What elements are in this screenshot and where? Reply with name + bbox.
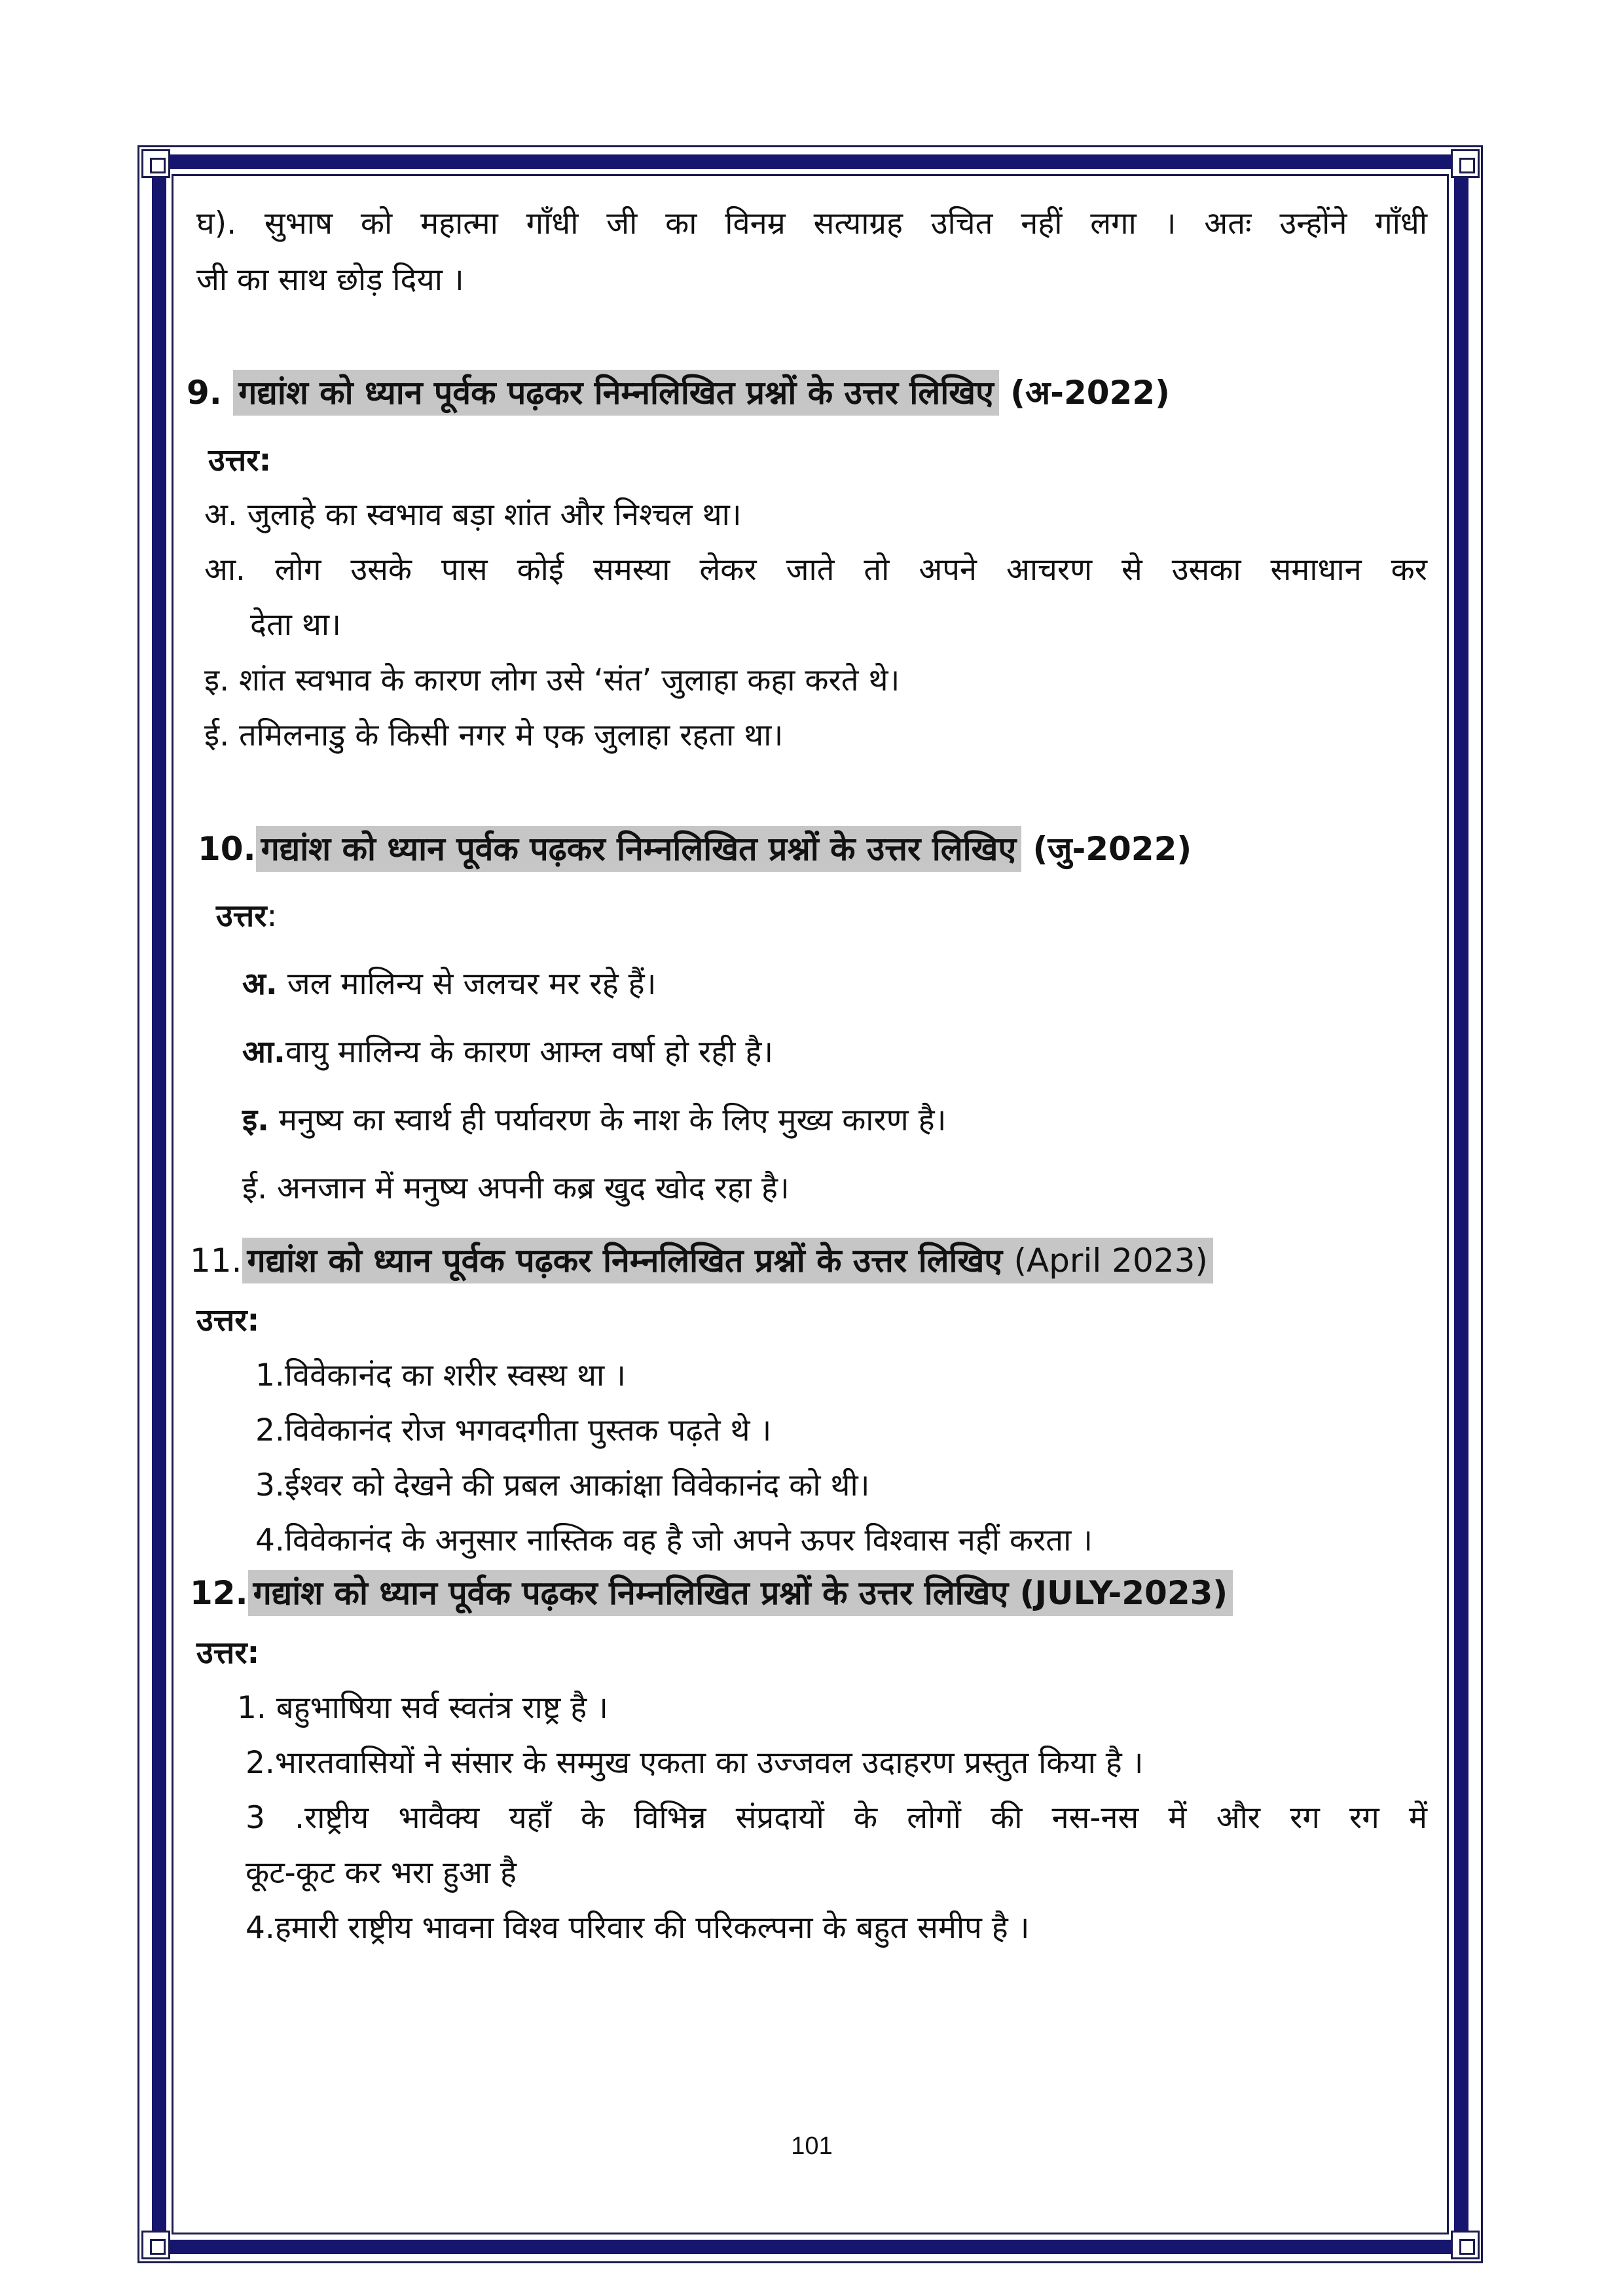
question-10-year: (जु-2022) — [1032, 830, 1192, 868]
corner-ornament-top-left — [141, 149, 170, 178]
question-12-item-1: 1. बहुभाषिया सर्व स्वतंत्र राष्ट्र है । — [237, 1690, 608, 1726]
question-12-answer-label: उत्तर: — [196, 1635, 260, 1671]
question-10-answer-i — [242, 1101, 946, 1140]
question-11-item-3: 3.ईश्वर को देखने की प्रबल आकांक्षा विवेकानंद को थी। — [255, 1467, 870, 1503]
question-9-answer-aa-line2: देता था। — [250, 607, 341, 643]
page-number: 101 — [791, 2132, 833, 2160]
question-10-answer-i-text: मनुष्य का स्वार्थ ही पर्यावरण के नाश के लिए मुख्य कारण है। — [268, 1102, 947, 1138]
question-10-answer-aa-text: वायु मालिन्य के कारण आम्ल वर्षा हो रही है। — [285, 1034, 774, 1070]
question-11-item-1: 1.विवेकानंद का शरीर स्वस्थ था । — [255, 1357, 626, 1393]
corner-ornament-top-right — [1451, 149, 1480, 178]
question-12-heading — [190, 1573, 1233, 1613]
question-9-heading — [187, 373, 1170, 412]
question-10-number: 10. — [198, 830, 256, 868]
question-9-text: गद्यांश को ध्यान पूर्वक पढ़कर निम्नलिखित प्रश्नों के उत्तर लिखिए — [233, 370, 999, 416]
question-10-answer-aa — [242, 1033, 773, 1072]
question-11-item-4: 4.विवेकानंद के अनुसार नास्तिक वह है जो अपने ऊपर विश्वास नहीं करता । — [255, 1522, 1093, 1558]
para-gh-line2: जी का साथ छोड़ दिया । — [196, 262, 464, 298]
question-11-item-2: 2.विवेकानंद रोज भगवदगीता पुस्तक पढ़ते थे । — [255, 1412, 772, 1448]
question-11-heading — [190, 1241, 1213, 1280]
question-9-answer-aa-line1: आ. लोग उसके पास कोई समस्या लेकर जाते तो अपने आचरण से उसका समाधान कर — [204, 552, 1427, 588]
question-10-answer-label-line — [216, 897, 277, 936]
corner-ornament-bottom-left — [141, 2231, 170, 2259]
question-11-year: (April 2023) — [1013, 1242, 1208, 1280]
question-12-year: (JULY-2023) — [1019, 1574, 1228, 1612]
corner-ornament-bottom-right — [1451, 2231, 1480, 2259]
question-9-answer-a: अ. जुलाहे का स्वभाव बड़ा शांत और निश्चल था। — [204, 497, 742, 533]
question-10-answer-label: उत्तर — [216, 898, 267, 934]
question-10-answer-aa-mark: आ. — [242, 1034, 285, 1070]
question-12-item-2: 2.भारतवासियों ने संसार के सम्मुख एकता का उज्जवल उदाहरण प्रस्तुत किया है । — [246, 1745, 1144, 1781]
question-11-answer-label: उत्तर: — [196, 1302, 260, 1338]
question-12-item-3-line2: कूट-कूट कर भरा हुआ है — [246, 1855, 517, 1891]
question-9-answer-i: इ. शांत स्वभाव के कारण लोग उसे ‘संत’ जुलाहा कहा करते थे। — [204, 662, 900, 698]
question-12-number: 12. — [190, 1574, 248, 1612]
question-10-answer-a-text: जल मालिन्य से जलचर मर रहे हैं। — [277, 966, 657, 1002]
question-9-number: 9. — [187, 374, 222, 412]
question-12-item-3-line1: 3 .राष्ट्रीय भावैक्य यहाँ के विभिन्न संप्रदायों के लोगों की नस-नस में और रग रग में — [246, 1800, 1427, 1836]
question-9-year: (अ-2022) — [1010, 374, 1170, 412]
question-9-answer-ii: ई. तमिलनाडु के किसी नगर मे एक जुलाहा रहता था। — [204, 717, 784, 753]
question-10-heading — [198, 829, 1192, 869]
question-10-text: गद्यांश को ध्यान पूर्वक पढ़कर निम्नलिखित प्रश्नों के उत्तर लिखिए — [256, 826, 1022, 872]
question-10-answer-ii: ई. अनजान में मनुष्य अपनी कब्र खुद खोद रहा है। — [242, 1170, 790, 1206]
question-12-item-4: 4.हमारी राष्ट्रीय भावना विश्व परिवार की परिकल्पना के बहुत समीप है । — [246, 1910, 1030, 1946]
question-12-text-content: गद्यांश को ध्यान पूर्वक पढ़कर निम्नलिखित प्रश्नों के उत्तर लिखिए — [253, 1574, 1009, 1612]
question-9-answer-label: उत्तर: — [208, 442, 272, 478]
question-11-number: 11. — [190, 1242, 242, 1280]
question-10-answer-colon: : — [266, 898, 278, 934]
question-10-answer-a — [242, 965, 656, 1004]
question-11-text — [242, 1238, 1213, 1283]
question-10-answer-a-mark: अ. — [242, 966, 278, 1002]
para-gh-line1: घ). सुभाष को महात्मा गाँधी जी का विनम्र सत्याग्रह उचित नहीं लगा । अतः उन्होंने गाँधी — [196, 206, 1427, 242]
question-12-text — [248, 1570, 1233, 1616]
question-11-text-content: गद्यांश को ध्यान पूर्वक पढ़कर निम्नलिखित प्रश्नों के उत्तर लिखिए — [247, 1242, 1003, 1280]
question-10-answer-i-mark: इ. — [242, 1102, 269, 1138]
